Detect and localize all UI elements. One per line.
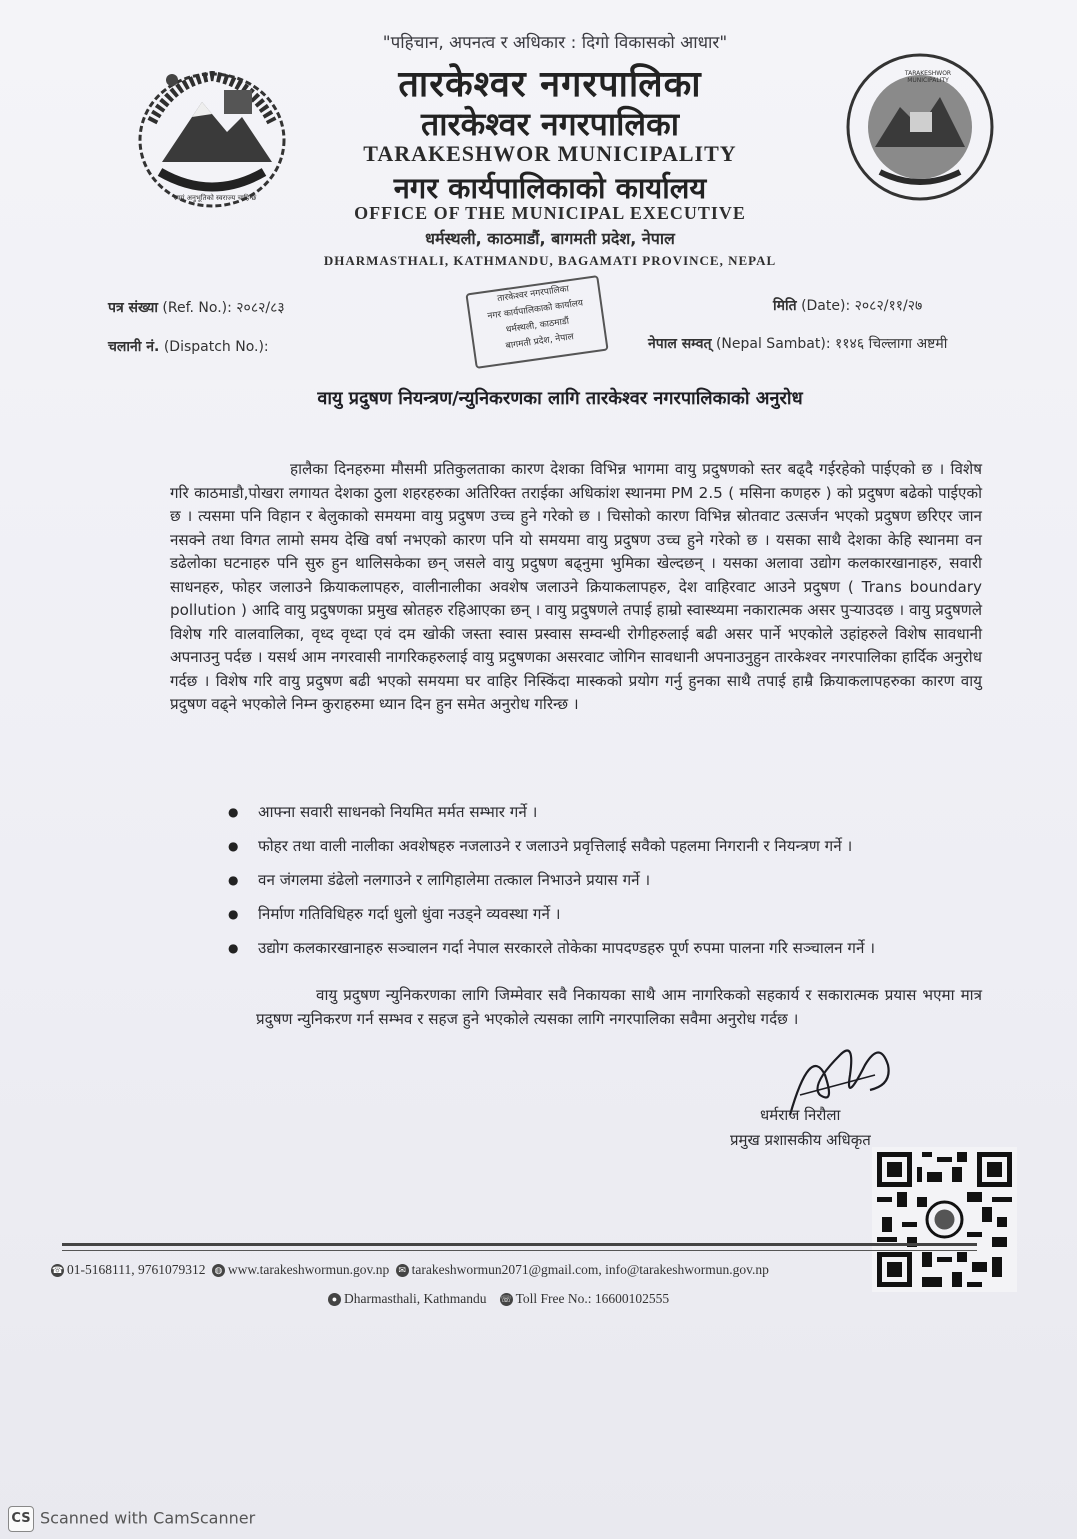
stamp-line: नगर कार्यपालिकाको कार्यालय	[486, 298, 584, 322]
address-english: DHARMASTHALI, KATHMANDU, BAGAMATI PROVINCE, NEPAL	[323, 253, 777, 268]
telephone-icon: ☏	[500, 1294, 512, 1305]
footer-email[interactable]: tarakeshwormun2071@gmail.com, info@tarakeshwormun.gov.np	[411, 1262, 769, 1277]
ref-label: पत्र संख्या	[108, 300, 158, 316]
seal-text: TARAKESHWOR MUNICIPALITY	[904, 70, 952, 84]
letter-body: हालैका दिनहरुमा मौसमी प्रतिकुलताका कारण देशका विभिन्न भागमा वायु प्रदुषणको स्तर बढ्दै गईरहेको पाईएको छ । विशेष गरि काठमाडौ,पोखरा लगायत देशका ठुला शहरहरुका अतिरिक्त तराईका अधिकांश स्थानमा PM 2.5 ( मसिना कणहरु ) को प्रदुषण बढेको पाईएको छ । त्यसमा पनि विहान र बेलुकाको समयमा वायु प्रदुषण उच्च हुने गरेको छ । चिसोको कारण विभिन्न स्रोतवाट उत्सर्जन भएको प्रदुषण छरिएर जान नसक्ने तथा विगत लामो समय देखि वर्षा नभएको कारण पनि यो समयमा वायु प्रदुषण उच्च हुने गरेको छ । यसका साथै देशका केहि स्थानमा वन डढेलोका घटनाहरु पनि सुरु हुन थालिसकेका छन् जसले वायु प्रदुषण बढ्नुमा भुमिका खेल्दछन् । यसका अलावा उद्योग कलकारखानाहरु, सवारी साधनहरु, फोहर जलाउने क्रियाकलापहरु, वालीनालीका अवशेष जलाउने क्रियाकलापहरु, देश वाहिरवाट आउने प्रदुषण ( Trans boundary pollution ) आदि वायु प्रदुषणका प्रमुख स्रोतहरु रहिआएका छन् । वायु प्रदुषणले तपाई हाम्रो स्वास्थ्यमा नकारात्मक असर पुऱ्याउदछ । वायु प्रदुषणले विशेष गरि वालवालिका, वृध्द वृध्दा एवं दम खोकी जस्ता स्वास प्रस्वास सम्वन्धी रोगीहरुलाई बढी असर पार्ने भएकोले उहांहरुले विशेष सावधानी अपनाउनु पर्दछ । यसर्थ आम नगरवासी नागरिकहरुलाई वायु प्रदुषणका असरवाट जोगिन सावधानी अपनाउनुहुन तारकेश्वर नगरपालिका हार्दिक अनुरोध गर्दछ । विशेष गरि वायु प्रदुषण बढी भएको समयमा घर वाहिर निस्किंदा मास्कको प्रयोग गर्नु हुनका साथै तपाई हाम्रै क्रियाकलापहरुका कारण वायु प्रदुषण वढ्ने भएकोले निम्न कुराहरुमा ध्यान दिन हुन समेत अनुरोध गरिन्छ ।	[170, 460, 982, 713]
scanner-watermark	[8, 1506, 255, 1532]
date-value: २०८२/११/२७	[854, 298, 923, 314]
scanner-text: Scanned with CamScanner	[40, 1508, 256, 1528]
footer-divider	[62, 1243, 977, 1246]
office-name-english: OFFICE OF THE MUNICIPAL EXECUTIVE	[354, 203, 746, 223]
nepal-emblem-icon	[132, 62, 292, 212]
date-label: मिति	[773, 298, 797, 314]
sambat-label: नेपाल सम्वत्	[648, 336, 712, 352]
office-stamp	[465, 275, 608, 369]
footer-contacts	[48, 1262, 769, 1278]
location-pin-icon: ●	[328, 1293, 341, 1306]
date-label-en: (Date):	[801, 298, 851, 314]
address-nepali: धर्मस्थली, काठमाडौं, बागमती प्रदेश, नेपाल	[425, 229, 675, 248]
stamp-line: तारकेश्वर नगरपालिका	[496, 284, 570, 305]
sambat-label-en: (Nepal Sambat):	[715, 336, 831, 352]
phone-icon: ☎	[51, 1265, 64, 1276]
footer-divider-thin	[62, 1250, 977, 1251]
dispatch-label-en: (Dispatch No.):	[163, 339, 269, 355]
request-list	[196, 800, 986, 970]
letter-closing: वायु प्रदुषण न्युनिकरणका लागि जिम्मेवार सवै निकायका साथै आम नागरिकको सहकार्य र सकारात्मक प्रयास भएमा मात्र प्रदुषण न्युनिकरण गर्न सम्भव र सहज हुने भएकोले त्यसका लागि नगरपालिका सवैमा अनुरोध गर्दछ ।	[256, 986, 982, 1028]
camscanner-logo-icon: CS	[8, 1506, 34, 1532]
list-item: ● निर्माण गतिविधिहरु गर्दा धुलो धुंवा नउड्ने व्यवस्था गर्ने ।	[196, 902, 986, 926]
list-item: ● उद्योग कलकारखानाहरु सञ्चालन गर्दा नेपाल सरकारले तोकेका मापदण्डहरु पूर्ण रुपमा पालना गरि सञ्चालन गर्ने ।	[196, 936, 986, 960]
qr-code-icon	[872, 1147, 1017, 1292]
sambat-value: ११४६ चिल्लागा अष्टमी	[835, 336, 948, 352]
dispatch-number	[108, 337, 269, 356]
stamp-line: बागमती प्रदेश, नेपाल	[505, 332, 575, 352]
municipality-motto: "पहिचान, अपनत्व र अधिकार : दिगो विकासको आधार"	[382, 33, 728, 53]
office-name-nepali: नगर कार्यपालिकाको कार्यालय	[393, 171, 707, 205]
municipality-name-english: TARAKESHWOR MUNICIPALITY	[363, 141, 737, 166]
letter-date	[773, 296, 922, 315]
footer-address-row	[325, 1291, 669, 1307]
email-icon: ✉	[396, 1264, 409, 1277]
signatory-name: धर्मराज निरौला	[760, 1106, 841, 1124]
stamp-line: धर्मस्थली, काठमाडौं	[505, 316, 570, 336]
globe-icon: ◍	[212, 1264, 225, 1277]
footer-phone: 01-5168111, 9761079312	[67, 1262, 206, 1277]
emblem-caption: स्वयं अनुभूतिको स्वराज्य चाहिन्छ	[173, 194, 257, 202]
footer-toll-free: Toll Free No.: 16600102555	[515, 1291, 670, 1306]
municipality-name-newari: तारकेश्वर नगरपालिका	[421, 105, 679, 143]
ref-value: २०८२/८३	[236, 300, 285, 316]
list-item: ● फोहर तथा वाली नालीका अवशेषहरु नजलाउने र जलाउने प्रवृत्तिलाई सवैको पहलमा निगरानी र नियन्त्रण गर्ने ।	[196, 834, 986, 858]
footer-address: Dharmasthali, Kathmandu	[344, 1291, 487, 1306]
dispatch-label: चलानी नं.	[108, 339, 160, 355]
footer-website[interactable]: www.tarakeshwormun.gov.np	[227, 1262, 390, 1277]
ref-number	[108, 298, 285, 317]
signatory-title: प्रमुख प्रशासकीय अधिकृत	[730, 1131, 871, 1149]
municipality-name-nepali: तारकेश्वर नगरपालिका	[398, 64, 702, 105]
nepal-sambat	[648, 334, 947, 353]
letter-subject: वायु प्रदुषण नियन्त्रण/न्युनिकरणका लागि तारकेश्वर नगरपालिकाको अनुरोध	[317, 388, 803, 409]
ref-label-en: (Ref. No.):	[162, 300, 232, 316]
list-item: ● वन जंगलमा डंढेलो नलगाउने र लागिहालेमा तत्काल निभाउने प्रयास गर्ने ।	[196, 868, 986, 892]
list-item: ● आफ्ना सवारी साधनको नियमित मर्मत सम्भार गर्ने ।	[196, 800, 986, 824]
